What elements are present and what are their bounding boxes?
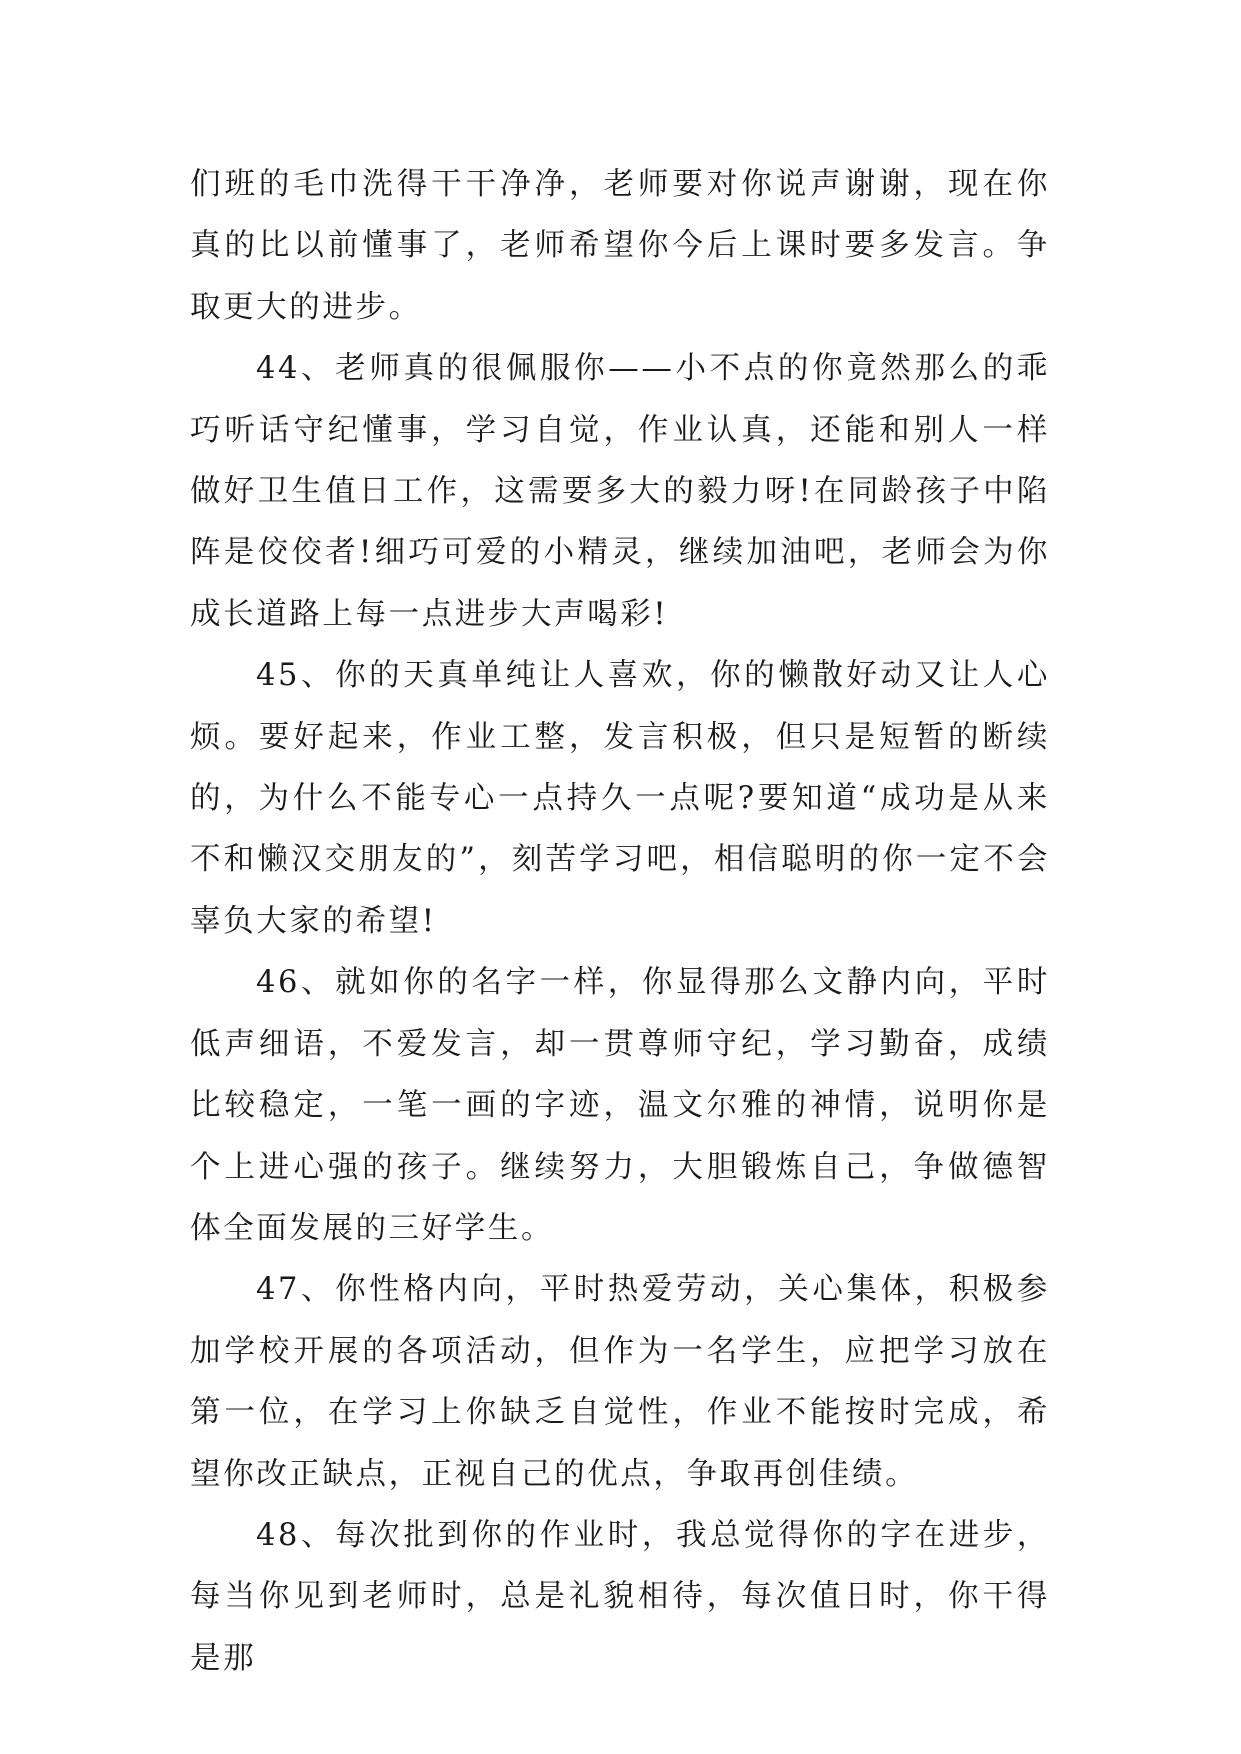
paragraph-comment-44: 44、老师真的很佩服你——小不点的你竟然那么的乖巧听话守纪懂事，学习自觉，作业认真，还能和别人一样做好卫生值日工作，这需要多大的毅力呀!在同龄孩子中陷阵是佼佼者!细巧可爱的小精灵，继续加油吧，老师会为你成长道路上每一点进步大声喝彩!	[190, 351, 1050, 632]
paragraph-comment-45: 45、你的天真单纯让人喜欢，你的懒散好动又让人心烦。要好起来，作业工整，发言积极，但只是短暂的断续的，为什么不能专心一点持久一点呢?要知道“成功是从来不和懒汉交朋友的”，刻苦学习吧，相信聪明的你一定不会辜负大家的希望!	[190, 658, 1050, 939]
paragraph-comment-48: 48、每次批到你的作业时，我总觉得你的字在进步，每当你见到老师时，总是礼貌相待，每次值日时，你干得是那	[190, 1517, 1050, 1676]
paragraph-comment-47: 47、你性格内向，平时热爱劳动，关心集体，积极参加学校开展的各项活动，但作为一名学生，应把学习放在第一位，在学习上你缺乏自觉性，作业不能按时完成，希望你改正缺点，正视自己的优点，争取再创佳绩。	[190, 1272, 1050, 1492]
paragraph-continuation: 们班的毛巾洗得干干净净，老师要对你说声谢谢，现在你真的比以前懂事了，老师希望你今后上课时要多发言。争取更大的进步。	[190, 167, 1050, 325]
document-body	[190, 154, 1050, 1689]
paragraph-comment-46: 46、就如你的名字一样，你显得那么文静内向，平时低声细语，不爱发言，却一贯尊师守纪，学习勤奋，成绩比较稳定，一笔一画的字迹，温文尔雅的神情，说明你是个上进心强的孩子。继续努力，大胆锻炼自己，争做德智体全面发展的三好学生。	[190, 965, 1050, 1246]
